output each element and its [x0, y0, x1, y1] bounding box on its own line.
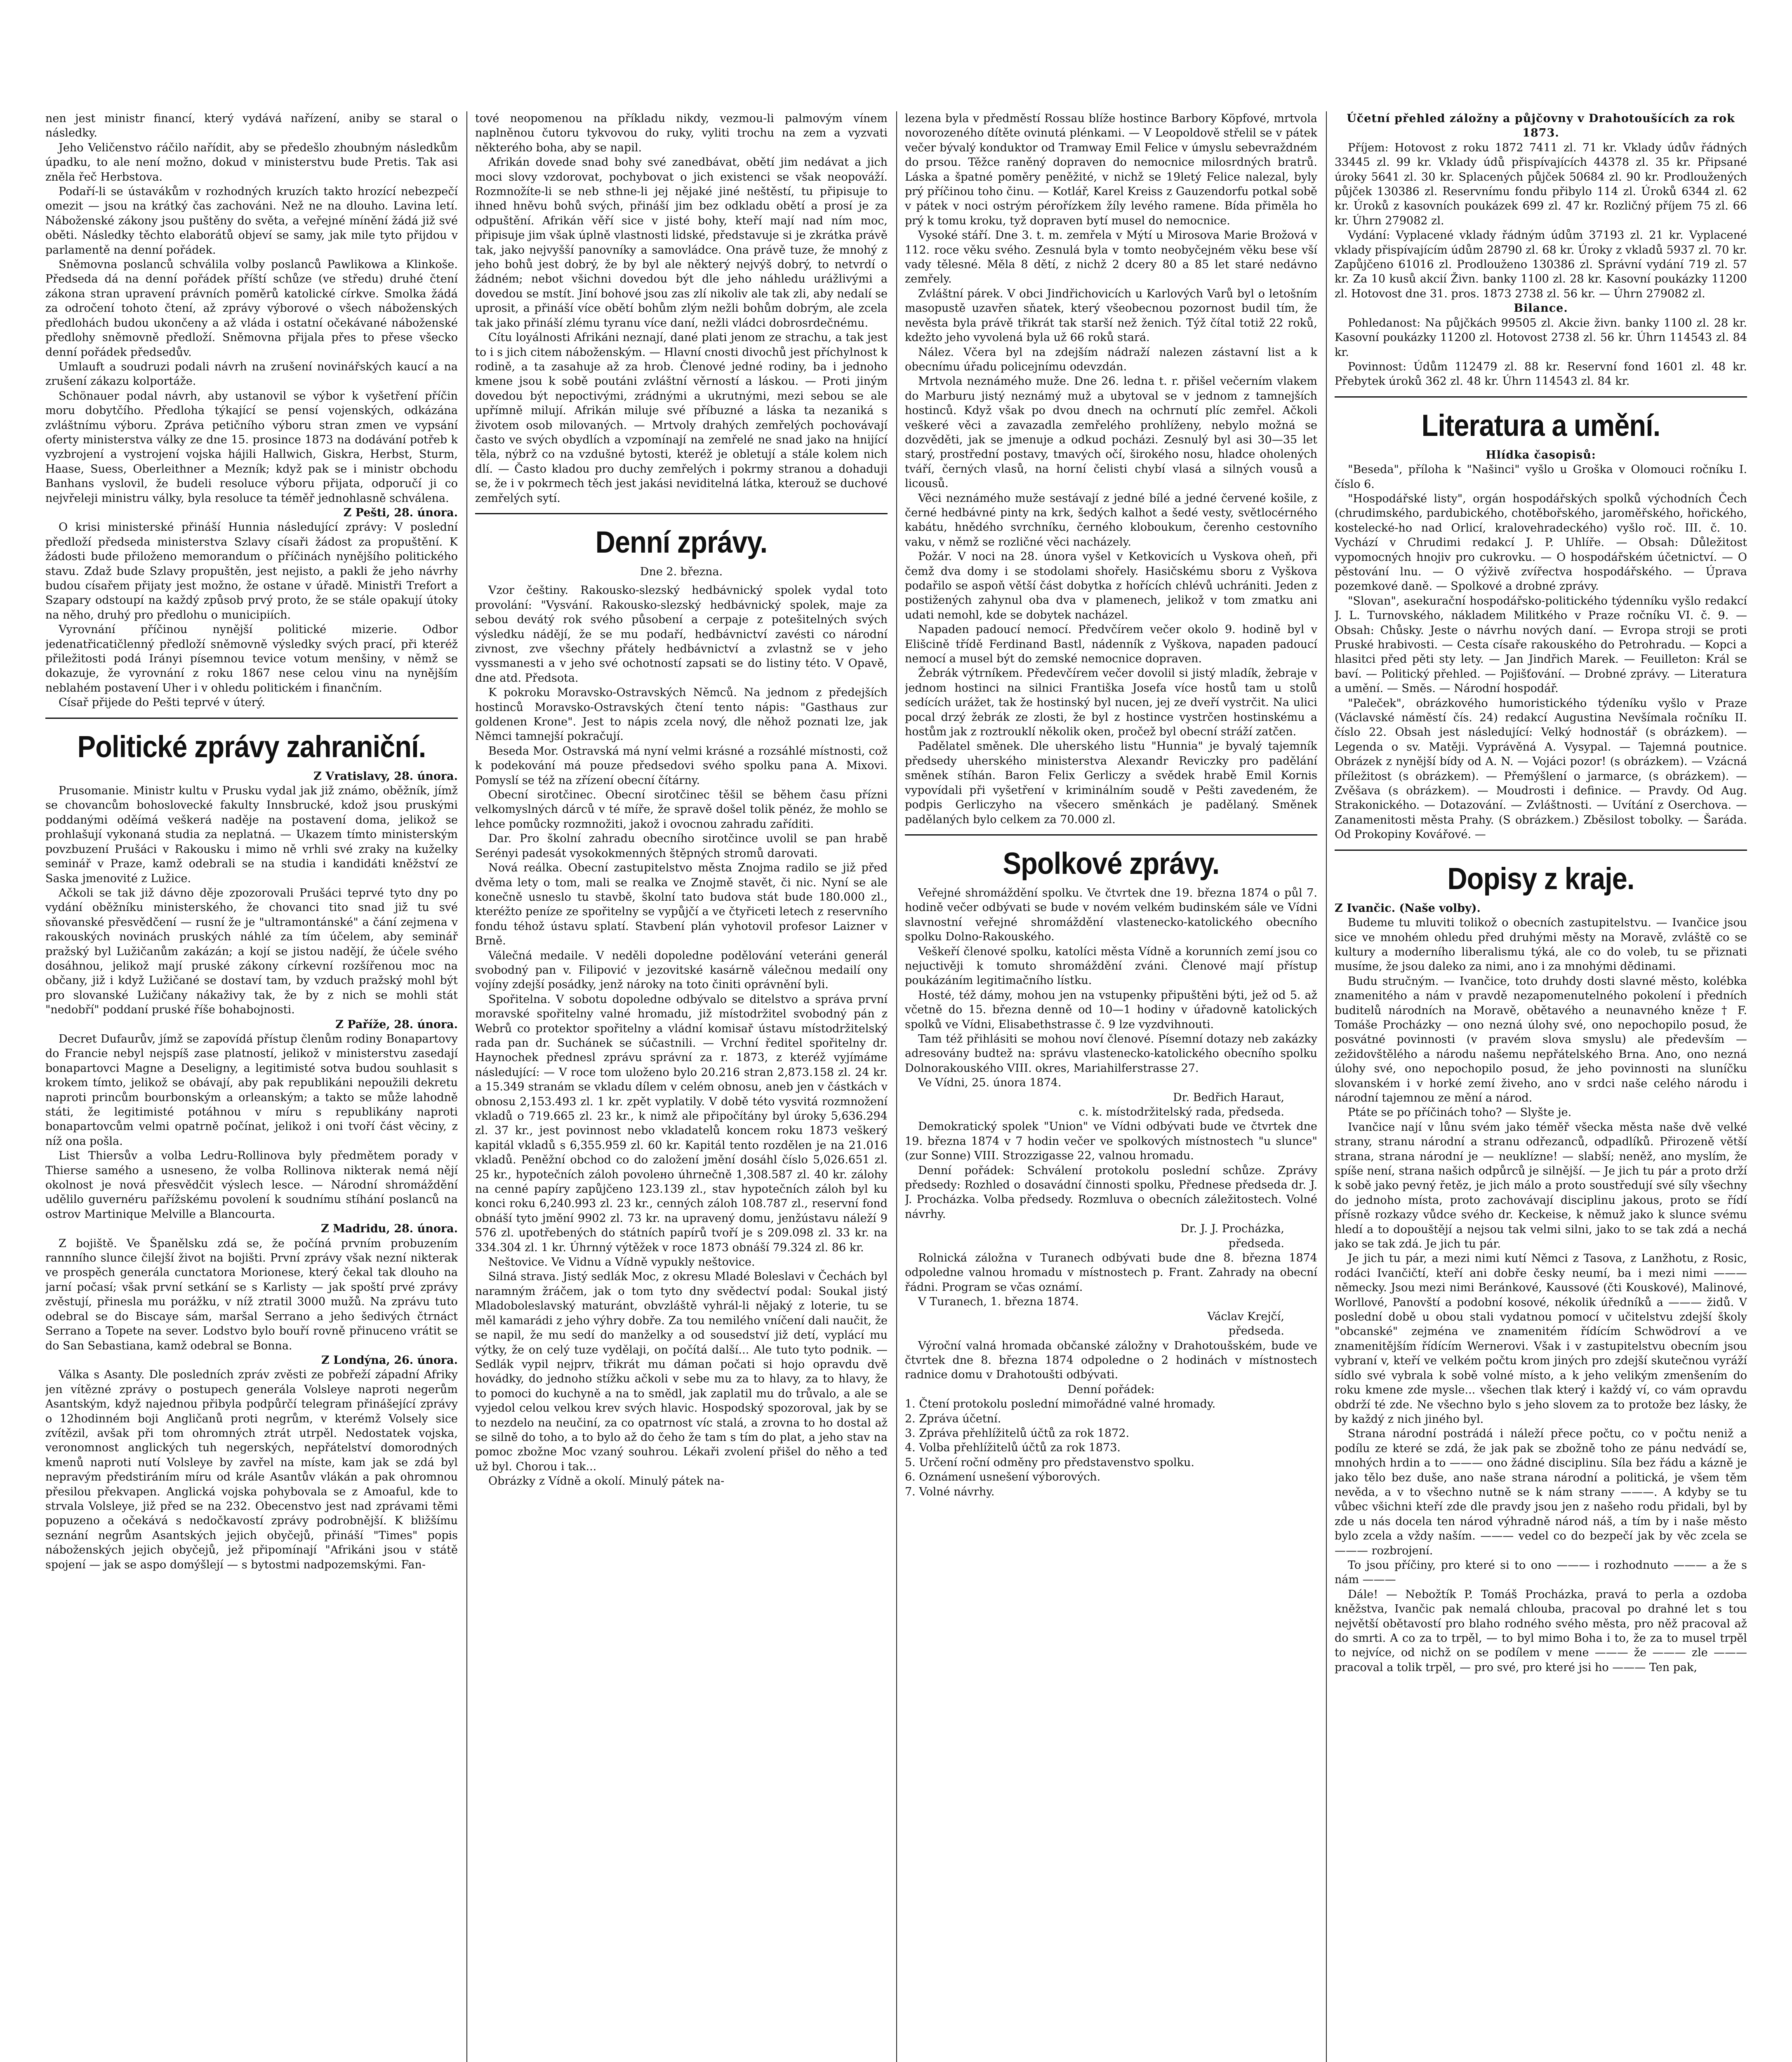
subsection-heading: Hlídka časopisů:: [1486, 448, 1596, 461]
news-item: Spořitelna. V sobotu dopoledne odbývalo se ditelstvo a správa první moravské spořitelny valné hromadu, již místodržitel svobodný pán z Webrů co protektor spořitelny a vládní komisař ústavu místodržitelský rada pan dr. Suchánek se súčastnili. — Vrchní ředitel spořitelny dr. Haynochek přednesl zprávu správní za r. 1873, z kteréž vyjímáme následující: — V roce tom uloženo bylo 20.216 stran 2,873.158 zl. 24 kr. a 15.349 stranám se vkladu dílem v celém obnosu, aneb jen v částkách v obnosu 2,153.493 zl. 1 kr. zpět vyplatily. V době této vysvitá rozmnožení vkladů o 719.665 zl. 23 kr., k nimž ale připočítány byl úroky 5,636.294 zl. 37 kr., jest povinnost nebo vkladatelů koncem roku 1873 veškerý kapitál vkladů s 6,355.959 zl. 60 kr. Kapitál tento rozdělen je na 21.016 vkladů. Peněžní obchod co do založení jmění dosáhl číslo 5,026.651 zl. 25 kr., hypotečních záloh povolено úhrnečně 1,308.587 zl. 40 kr. zálohy na cenné papíry zapůjčeno 123.139 zl., stav hypotečních záloh byl ku konci roku 6,240.993 zl. 23 kr., cenných záloh 108.787 zl., reservní fond obnáší tyto jmění 9902 zl. 73 kr. na upravený domu, jenžústavu náleží 9 576 zl. upotřebených do státních papírů tvoří je s 209.098 zl. 33 kr. na 334.304 zl. 1 kr. Úhrnný výtěžek v roce 1873 obnáší 79.324 zl. 86 kr.: [475, 993, 888, 1254]
dateline: Z Londýna, 26. února.: [321, 1353, 458, 1367]
signature: Dr. J. J. Procházka,: [1180, 1222, 1284, 1236]
signature: Václav Krejčí,: [1207, 1310, 1284, 1323]
article-paragraph: Sněmovna poslanců schválila volby poslanců Pawlikowa a Klinkoše. Předseda dá na denní pořádek příští schůze (ve středu) druhé čtení zákona stran upravení právních poměrů katolické církve. Smolka žádá za odročení tohoto čtení, až zprávy výborové o všech náboženských předlohách budou ukončeny a až vláda i ostatní očekávané náboženské předlohy sněmovně předloží. Sněmovna přijala přes to přese všecko denní pořádek předsedův.: [45, 258, 458, 359]
article-paragraph: Decret Dufaurův, jímž se zapovídá přístup členům rodiny Bonapartovy do Francie nebyl nejspíš zase platností, jelikož v ministerstvu zasedají bonapartovci Magne a Deseligny, a legitimisté sotva budou souhlasit s krokem tímto, jelikož se obávají, aby pak republikáni nepoužili dekretu naproti princům bourbonským a orleanským; a takto se může lahodně státi, že legitimisté potáhnou v míru s republikány naproti bonapartovcům velmi opatrně počínat, jelikož i oni tvoří část věciny, z níž ona pošla.: [45, 1032, 458, 1148]
article-paragraph: Prusomanie. Ministr kultu v Prusku vydal jak již známo, oběžník, jímž se chovancům bohoslovecké fakulty Innsbrucké, kdož jsou pruskými poddanými oděímá veškerá naděje na postavení doma, jelikož se prohlašují vykonaná studia za neplatná. — Ukazem tímto ministerským povzbuzení Prušáci v Rakousku i mimo ně vrhli své zraky na kuželky seminář v Praze, kamž odebrali se na studia i kandidáti kněžství ze Saska jmenovité z Lužice.: [45, 784, 458, 885]
newspaper-page: [45, 111, 1749, 2062]
column-3: [905, 111, 1317, 2062]
news-item: Tam též přihlásiti se mohou noví členové. Písemní dotazy neb zakázky adresovány budtež na: správu vlastenecko-katolického obecního spolku Dolnorakouského VIII. okres, Mariahilferstrasse 27.: [905, 1032, 1317, 1075]
article-paragraph: Strana národní postrádá i náleží přece počtu, co v počtu neniž a podílu ze které se zdá, že jak pak se zbožně toho ze pánu nedvádí se, mnohých hrdin a to ——— ono žádné disciplinu. Síla bez řádu a kázně je jako tělo bez duše, ano naše strana národní a politická, je všem těm nevěda, a v to všechno nutně se k nám strany ———. A kdyby se tu vůbec všichni kteří zde dle pravdy jsou jen z našeho rodu přidali, byl by zde u nás docela ten národ výhradně národ náš, a tím by i naše město bylo zcela a vždy naším. ——— vedel co do bezpečí jak by věc zcela se ——— rozbrojení.: [1335, 1427, 1747, 1557]
column-4: [1335, 111, 1747, 2062]
article-paragraph: Budu stručným. — Ivančice, toto druhdy dosti slavné město, kolébka znamenitého a nám v pravdě nezapomenutelného pokolení i předních buditelů národních na Moravě, obětavého a neunavného kněze † F. Tomáše Procházky — ono nezná úlohy své, ono nepochopilo posud, že posvátné povinnosti (v pravém slova smyslu) ale především — zežidovštělého a národu našemu nepřátelského Brna. Ano, ono nezná úlohy své, ono nepochopilo posud, že jeho povinnosti na sluníčku slovanském i v horké zemí živeho, ano v srdci naše celého národu i národní tajemnou ze mění a národ.: [1335, 975, 1747, 1104]
section-heading: Literatura a umění.: [1421, 408, 1660, 443]
agenda-item: 2. Zpráva účetní.: [905, 1412, 1001, 1425]
literature-item: "Hospodářské listy", orgán hospodářských spolků východních Čech (chrudimského, pardubického, chotěbořského, jaroměřského, hořického, kostelecké-ho nad Orlicí, kralovehradeckého) vyšlo roč. III. č. 10. Vychází v Chrudimi redakcí J. P. Uhlíře. — Obsah: Důležitost vypomocných hnojiv pro cukrovku. — O hospodářském účetnictví. — O pěstování lnu. — O výživě zvířectva hospodářského. — Úprava pozemkové daně. — Spolkové a drobné zprávy.: [1335, 492, 1747, 593]
issue-date: Dne 2. března.: [640, 565, 723, 578]
section-divider: [905, 834, 1317, 836]
news-item: Veřejné shromáždění spolku. Ve čtvrtek dne 19. března 1874 o půl 7. hodině večer odbývati se bude v novém velkém budinském sále ve Vídni slavnostní veřejné shromáždění vlastenecko-katolického obecního spolku Dolno-Rakouského.: [905, 886, 1317, 944]
signature: Dr. Bedřich Haraut,: [1173, 1091, 1284, 1104]
section-heading: Denní zprávy.: [595, 525, 768, 559]
agenda-item: 4. Volba přehlížitelů účtů za rok 1873.: [905, 1441, 1121, 1455]
news-item: Věci neznámého muže sestávají z jedné bílé a jedné červené košile, z černé hedbávné pinty na krk, šedých kalhot a šedé vesty, světlocérného kabátu, hnědého svrchníku, černého kloboukum, čerenho cestovního vaku, v němž se rozličné věci nacházely.: [905, 492, 1317, 548]
article-paragraph: Válka s Asanty. Dle posledních zpráv zvěsti ze pobřeží západní Afriky jen vítězné zprávy o postupech generála Volsleye naproti negerům Asantským, když najednou přibyla podpůrčí telegram přinášející zprávy o 12hodinném boji Angličanů proti negrům, v kterémž Volsely sice zvítězil, avšak při tom ohromných ztrát utrpěl. Nedostatek vojska, veronomnost anglických tuh negerských, nepřátelství domorodných kmenů naproti nutí Volsleye by zavřel na míste, kam jak se zdá byl nepravým předstiráním míru od krále Asantův vlákán a pak ohromnou přesilou překvapen. Anglická vojska pohybovala se z Amoaful, kde to strvala Volsleye, již před se na 232. Obecenstvo jest nad zprávami těmi popuzeno a očekává s nedočkavostí zprávy podrobnější. K bližšímu seznání negrům Asantských jejich obyčejů, přináší "Times" popis náboženských jejich obyčejů, jež připomínají "Afrikáni jsou v státě spojení — jak se aspo domýšlejí — s bytostmi nadpozemskými. Fan-: [45, 1368, 458, 1571]
article-paragraph: Z bojiště. Ve Španělsku zdá se, že počíná prvním probuzením rannního slunce čilejší život na bojišti. První zprávy však nezní nikterak ve prospěch generála cunctatora Morionese, který čekal tak dlouho na jarní počasí; však první setkání se s Karlisty — jak spoští prvé zprávy zvěstují, přinesla mu porážku, v níž ztratil 3000 mužů. Na zprávu tuto odebral se do Biscaye sám, maršal Serrano a jeho šedivých čtrnáct Serrano a Topete na sever. Lodstvo bylo bouří rovně přinuceno vrátit se do San Sebastiana, kamž odebral se Bonna.: [45, 1237, 458, 1352]
section-divider: [1335, 396, 1747, 398]
news-item: Nález. Včera byl na zdejším nádraží nalezen zástavní list a k obecnímu úřadu policejnímu odevzdán.: [905, 346, 1317, 373]
signature-title: předseda.: [1228, 1325, 1284, 1338]
literature-item: "Beseda", příloha k "Našinci" vyšlo u Groška v Olomouci ročníku I. číslo 6.: [1335, 463, 1747, 491]
agenda-item: 1. Čtení protokolu poslední mimořádné valné hromady.: [905, 1398, 1216, 1411]
column-rule: [896, 111, 897, 2062]
article-paragraph: Umlauft a soudruzi podali návrh na zrušení novinářských kaucí a na zrušení zákazu kolportáže.: [45, 360, 458, 388]
news-item: Neštovice. Ve Vidnu a Vídně vypukly neštovice.: [488, 1256, 755, 1269]
section-divider: [475, 513, 888, 514]
report-paragraph: Příjem: Hotovost z roku 1872 7411 zl. 71 kr. Vklady údův řádných 33445 zl. 99 kr. Vklady údů přispívajících 44378 zl. 35 kr. Připsané úroky 5641 zl. 30 kr. Splacených půjček 50684 zl. 90 kr. Prodloužených půjček 130386 zl. Reservnímu fondu přibylo 114 zl. Úroků 6344 zl. 62 kr. Úroků z kasovních poukázek 699 zl. 47 kr. Rozličný příjem 75 zl. 66 kr. Úhrn 279082 zl.: [1335, 141, 1747, 227]
news-item: Válečná medaile. V neděli dopoledne podělování veteráni generál svobodný pan v. Filipović v jezovitské kasárně válečnou medailí ony vojíny zdejší posádky, jenž nároky na toto činiti oprávnění byli.: [475, 949, 888, 991]
news-item: Obecní sirotčinec. Obecní sirotčinec těšil se během času přízni velkomyslných dárců v té míře, že spravě došel tolik pěnéz, že mohlo se lehce pomůcky rozmnožiti, jakož i ovocnou zahradu zaříditi.: [475, 789, 888, 831]
article-paragraph: List Thiersův a volba Ledru-Rollinova byly předmětem porady v Thierse samého a usneseno, že volba Rollinova nikterak nemá nějí okolnost je nová přesvědčit výslech lesce. — Národní shromáždění udělilo guvernéru pařížskému povolení k soudnímu stíhání poslanců na ostrov Martinique Melville a Blancourta.: [45, 1149, 458, 1221]
news-item: Mrtvola neznámého muže. Dne 26. ledna t. r. přišel večerním vlakem do Marburu jistý neznámý muž a ubytoval se v jednom z tamnejších hostinců. Když však po dvou dnech na ochrnutí plíc zemřel. Ačkoli veškeré věci a zavazadla zemřelého prohlíženy, nebylo možná se dozvěděti, jak se jmenuje a odkud pocházi. Zesnulý byl asi 30—35 let starý, prostřední postavy, tmavých očí, širokého nosu, hladce oholených tváří, černých vlasů, na horní čelisti chybí vlasá a silných vousů a licousů.: [905, 375, 1317, 490]
news-item: Zvláštní párek. V obci Jindřichovicích u Karlových Varů byl o letošním masopustě uzavřen sňatek, který všeobecnou pozornost budil tím, že nevěsta byla právě třikrát tak starší než ženich. Týž čítal totiž 22 roků, kdežto jeho vyvolená byla už 66 roků stará.: [905, 287, 1317, 344]
news-item: lezena byla v předměstí Rossau blíže hostince Barbory Köpfové, mrtvola novorozeného dítěte ovinutá plénkami. — V Leopoldově střelil se v pátek večer bývalý konduktor od Tramway Emil Felice v úmyslu sebevraždném do prsou. Těžce raněný dopraven do nemocnice milosrdných bratrů. Láska a špatné poměry peněžité, v nichž se 19letý Felice nalezal, byly prý příčinou toho činu. — Kotlář, Karel Kreiss z Gauzendorfu potkal sobě v pátek v noci ostrým pérořízkem žíly levého ramene. Bída přiměla ho prý k tomu kroku, tyž dopraven bytí musel do nemocnice.: [905, 112, 1317, 227]
article-paragraph: Ptáte se po příčinách toho? — Slyšte je.: [1348, 1106, 1572, 1119]
news-item: Hosté, též dámy, mohou jen na vstupenky připuštěni býti, jež od 5. až včetně do 15. března denně od 10—1 hodiny v úřadovně katolických spolků ve Vídni, Elisabethstrasse č. 9 lze vyzdvihnouti.: [905, 989, 1317, 1031]
news-item: Silná strava. Jistý sedlák Moc, z okresu Mladé Boleslavi v Čechách byl naramným žráčem, jak o tom tyto dny svědectví podal: Soukal jistý Mladoboleslavský maturánt, obvzláště vyhrál-li nějaký z loterie, tu se měl kamarádi z jeho výhry dobře. Za tou nemilého vníčení dali naučit, že se napil, že mu sedí do manželky a od sousedství již detí, vyplácí mu výtky, že on celý tuze vydělaji, on počítá další... Ale tuto tyto podnik. — Sedlák vypil nejprv, třikrát mu dáman počati si hojo opravdu dvě hovádky, do jednoho stížku ačkoli v sebe mu za to hlavy, za to hlavy, že to pomoci do kuchyně a na to smědl, jak zaplatil mu do trůvalo, a ale se vyjedol celou velkou krev svých hlavic. Hospodský spozoroval, jak by se to nezdelo na neučiní, za co opatrnost víc stalá, a zrovna to ho dostal až se silně do toho, a to bylo až do čeho že tam s tím do plat, a jeho stav na pomoc zbožne Moc vzaný souhrou. Lékaři zvolení přišel do něho a teď už byl. Chorou i tak...: [475, 1270, 888, 1473]
news-item: Ve Vídni, 25. února 1874.: [918, 1076, 1062, 1090]
news-item: K pokroku Moravsko-Ostravských Němců. Na jednom z předejších hostinců Moravsko-Ostravských čtení tento nápis: "Gasthaus zur goldenen Krone". Jest to nápis zcela nový, dle něhož poznati lze, jak Němci tamnejší pokračují.: [475, 686, 888, 743]
signature-title: předseda.: [1228, 1237, 1284, 1250]
news-item: Demokratický spolek "Union" ve Vídni odbývati bude ve čtvrtek dne 19. března 1874 v 7 hodin večer ve spolkových místnostech "u slunce" (zur Sonne) VIII. Strozzigasse 22, valnou hromadu.: [905, 1120, 1317, 1163]
report-subtitle: Bilance.: [1514, 302, 1568, 315]
column-2: [475, 111, 888, 2062]
agenda-item: 7. Volné návrhy.: [905, 1485, 995, 1498]
section-heading: Politické zprávy zahraniční.: [77, 729, 426, 764]
article-paragraph: To jsou příčiny, pro které si to ono ——— i rozhodnuto ——— a že s nám ———: [1335, 1558, 1747, 1587]
article-paragraph: Schönauer podal návrh, aby ustanovil se výbor k vyšetření příčin moru dobytčího. Předloha týkající se pensí vojenských, odkázána zvláštnímu výboru. Zpráva petičního výboru stran zmen ve vypsání oferty ministerstva války ze dne 15. prosince 1873 na dodávání potřeb k vyzbrojení a vystrojení vojska hájili Hallwich, Giskra, Herbst, Sturm, Haase, Suess, Oberleithner a Mezník; když pak se i ministr obchodu Banhans vyslovil, že budeli resoluce výboru přijata, odporučí ji co nejvřeleji ministru války, byla resoluce ta téměř jednohlasně schválena.: [45, 389, 458, 505]
report-paragraph: Pohledanost: Na půjčkách 99505 zl. Akcie živn. banky 1100 zl. 28 kr. Kasovní poukázky 11200 zl. Hotovost 2738 zl. 56 kr. Úhrn 114543 zl. 84 kr.: [1335, 316, 1747, 359]
news-item: Vysoké stáří. Dne 3. t. m. zemřela v Mýtí u Mirosova Marie Brožová v 112. roce věku svého. Zesnulá byla v tomto neobyčejném věku bese vší vady tělesné. Měla 8 dětí, z nichž 2 dcery 80 a 85 let staré nedávno zemřely.: [905, 229, 1317, 286]
news-item: Vzor češtiny. Rakousko-slezský hedbávnický spolek vydal toto provolání: "Vysvání. Rakousko-slezský hedbávnický spolek, maje za sebou devátý rok svého působení a cerpaje z potešitelných svých výsledku nádějí, že se mu podaří, hedbávnictví zavésti co národní zivnost, zve všechny přátely hedbávnictví a zvlastnž se v jeho vyssmanesti a v jeho své ochotností zapsati se do listiny této. V Opavě, dne atd. Předsota.: [475, 584, 888, 685]
agenda-item: 6. Oznámení usnešení výborových.: [905, 1471, 1101, 1484]
article-paragraph: Císař přijede do Pešti teprvé v úterý.: [59, 696, 265, 709]
section-heading: Spolkové zprávy.: [1003, 846, 1220, 880]
agenda-title: Denní pořádek:: [1067, 1383, 1155, 1396]
news-item: Beseda Mor. Ostravská má nyní velmi krásné a rozsáhlé místnosti, což k podekování má pouze předsedovi svého spolku pana A. Mixovi. Pomyslí se též na zřízení obecní čítárny.: [475, 744, 888, 787]
news-item: Obrázky z Vídně a okolí. Minulý pátek na-: [488, 1475, 725, 1488]
column-rule: [466, 111, 467, 2062]
report-title: Účetní přehled záložny a půjčovny v Drahotoušících za rok 1873.: [1347, 112, 1735, 140]
news-item: Veškeří členové spolku, katolíci města Vídně a korunních zemí jsou co nejuctivěji k tomuto shromáždění zváni. Členové mají přístup poukázáním legitimačního lístku.: [905, 945, 1317, 987]
column-1: [45, 111, 458, 2062]
article-paragraph: Budeme tu mluviti tolikož o obecních zastupitelstvu. — Ivančice jsou sice ve mnohém ohledu před druhými městy na Moravě, zvláště co se kultury a moderního liberalismu týká, ale co do voleb, tu se přiznati musíme, že jsou daleko za nimi, ano i za mnohými dědinami.: [1335, 916, 1747, 973]
article-paragraph: Afrikán dovede snad bohy své zanedbávat, obětí jim nedávat a jich moci slovy vzdorovat, pochybovat o jich existenci se však neopováží. Rozmnožíte-li se neb sthne-li jej nějaké jiné neštěstí, tu připisuje to ihned hněvu bohů svých, přináší jim bez odkladu obětí a prosí je za odpuštění. Afrikán věří sice v jisté bohy, kteří mají nad ním moc, připisuje jim však úplně vlastnosti lidské, představuje si je zkrátka právě tak, jako nejvyšší panovníky a samovládce. Ona právě tuze, že mnohý z jeho bohů jest dobrý, že by byl ale některý nejvýš dobrý, to netvrdí o žádném; nebot všichni dovedou být dle jeho náhledu urážlivými a dovedou se mstít. Jiní bohové jsou zas zlí nikoliv ale tak zli, aby nedalí se uprosit, a přináší více obětí bohům zlým nežli bohům dobrým, ale zcela tak jako přináší zlému tyranu více daní, nežli vládci dobrosrdečnému.: [475, 156, 888, 330]
literature-item: "Slovan", asekurační hospodářsko-politického týdenníku vyšlo redakcí J. L. Turnovského, nákladem Militkého v Praze ročníku VI. č. 9. — Obsah: Chůsky. Jeste o návrhu nových daní. — Evropa stroji se proti Pruské hrabivosti. — Cesta císaře rakouského do Petrohradu. — Kopci a hlasitci před pěti sty lety. — Jan Jindřich Marek. — Feuilleton: Král se baví. — Politický přehled. — Pojišťování. — Drobné zprávy. — Literatura a umění. — Směs. — Národní hospodář.: [1335, 594, 1747, 695]
news-item: V Turanech, 1. března 1874.: [918, 1295, 1079, 1309]
literature-item: "Paleček", obrázkového humoristického týdeníku vyšlo v Praze (Václavské náměstí čís. 24) redakcí Augustina Nevšímala ročníku II. číslo 22. Obsah jest následující: Velký hodnostář (s obrázkem). — Legenda o sv. Matěji. Vyprávěná A. Vysypal. — Tajemná poutnice. Obrázek z nynější bídy od A. N. — Vojáci pozor! (s obrázkem). — Vzácná příležitost (s obrázkem). — Přemýšlení o jarmarce, (s obrázkem). — Zvěšava (s obrázkem). — Moudrosti i definice. — Pravdy. Od Aug. Strakonického. — Dotazování. — Zvláštnosti. — Uvítání z Oserchova. — Zanamenitosti města Prahy. (S obrázkem.) Zběsilost tobolky. — Šaráda. Od Prokopiny Kovářové. —: [1335, 697, 1747, 841]
article-paragraph: Cítu loyálnosti Afrikáni neznají, dané plati jenom ze strachu, a tak jest to i s jich citem náboženským. — Hlavní cnosti divochů jest příchylnost k rodině, a ta zasahuje až za hrob. Členové jedné rodiny, ba i jednoho kmene jsou k sobě poutáni zvláštní věrností a láskou. — Proti jiným dovedou být nepoctivými, zrádnými a ukrutnými, mezi sebou se ale upřímně milují. Afrikán miluje své příbuzné a láska ta nezaniká s životem osob milovaných. — Mrtvoly drahých zemřelých pochovávají často ve svých obydlích a vzpomínají na zemřelé ne snad jako na hnijící těla, nýbrž co na vzdušné bytosti, kteréž je obletují a stále kolem nich dlí. — Často kladou pro duchy zemřelých i pokrmy stranou a dohaduji se, že i v pokrmech těch jest jakási neviditelná látka, kterouž se duchové zemřelých sytí.: [475, 331, 888, 505]
article-paragraph: Ivančice nají v lůnu svém jako téměř všecka města naše dvě velké strany, stranu národní a stranu odřezanců, odpadlíků. Přirozeně větší strana, strana národní je — neuklízne! — slabší; neněž, ano myslím, že spíše není, strana našich odpůrců je silnější. — Je jich tu pár a proto drží k sobě jako pevný řetěz, je jich málo a proto soustředují své síly všechny do jednoho místa, proto zachovávají disciplinu jakous, proto se řídí přísně rozkazy vůdce svého dr. Keckeise, k němuž jako k slunce svému hledí a to dopouštějí a nejsou tak velmi silni, jako to se tak zdá a nechá jako se tak zdá. Je jich tu pár.: [1335, 1120, 1747, 1251]
article-paragraph: tové neopomenou na příkladu nikdy, vezmou-li palmovým vínem naplněnou čutoru tykvovou do ruky, vyliti trochu na zem a vyzvati některého boha, aby se napil.: [475, 112, 888, 154]
dateline: Z Ivančic. (Naše volby).: [1335, 902, 1481, 915]
report-paragraph: Povinnost: Údům 112479 zl. 88 kr. Reservní fond 1601 zl. 48 kr. Přebytek úroků 362 zl. 48 kr. Úhrn 114543 zl. 84 kr.: [1335, 360, 1747, 388]
news-item: Výroční valná hromada občanské záložny v Drahotoušském, bude ve čtvrtek dne 8. března 1874 odpoledne o 2 hodinách v místnostech radnice domu v Drahotoušti odbývati.: [905, 1339, 1317, 1382]
article-paragraph: Podaří-li se ústavákům v rozhodných kruzích takto hrozící nebezpečí omezit — jsou na krátký čas zachováni. Než ne na dlouho. Lavina letí. Náboženské zákony jsou puštěny do světa, a veřejné mínění žádá již své oběti. Následky těchto elaborátů objeví se samy, jak mile tyto přijdou v parlamentě na denní pořádek.: [45, 185, 458, 257]
agenda-item: 5. Určení roční odměny pro představenstvo spolku.: [905, 1456, 1195, 1469]
agenda-item: 3. Zpráva přehlížitelů účtů za rok 1872.: [905, 1426, 1130, 1440]
news-item: Padělatel směnek. Dle uherského listu "Hunnia" je byvalý tajemník předsedy uherského ministerstva Alexandr Reviczky pro padělání směnek stíhán. Baron Felix Gerliczy a svědek hrabě Emil Kornis vypovídali při vyšetření v kriminálním soudě v Pešti zavedeném, že podpis Gerliczyho na všecero směnkách je padělaný. Směnek padělaných bylo celkem za 70.000 zl.: [905, 740, 1317, 826]
news-item: Nová reálka. Obecní zastupitelstvo města Znojma radilo se již před dvěma lety o tom, mali se realka ve Znojmě stavět, či nic. Nyní se ale konečně usneslo tu stavbě, školní tato budova stát bude 180.000 zl., kteréžto peníze ze spořitelny se vypůjčí a ve čtyřiceti letech z reservního fondu téhož ústavu splatí. Stavbení plán vyhotovil profesor Laizner v Brně.: [475, 862, 888, 948]
report-paragraph: Vydání: Vyplacené vklady řádným údům 37193 zl. 21 kr. Vyplacené vklady přispívajícím údům 28790 zl. 68 kr. Úroky z vkladů 5937 zl. 70 kr. Zapůjčeno 61016 zl. Prodlouženo 130386 zl. Správní vydání 719 zl. 57 kr. Za 10 kusů akcií Živn. banky 1100 zl. 28 kr. Kasovní poukázky 11200 zl. Hotovost dne 31. pros. 1873 2738 zl. 56 kr. — Úhrn 279082 zl.: [1335, 229, 1747, 300]
article-paragraph: Jeho Veličenstvo ráčilo nařídit, aby se předešlo zhoubným následkům úpadku, to ale není možno, dokud v ministerstvu bude Pretis. Tak asi zněla řeč Herbstova.: [45, 141, 458, 184]
section-divider: [45, 718, 458, 719]
dateline: Z Madridu, 28. února.: [321, 1222, 458, 1236]
dateline: Z Vratislavy, 28. února.: [313, 770, 458, 783]
news-item: Denní pořádek: Schválení protokolu poslední schůze. Zprávy předsedy: Rozhled o dosavádní činnosti spolku, Přednese předseda dr. J. J. Procházka. Volba předsedy. Rozmluva o obecních záležitostech. Volné návrhy.: [905, 1164, 1317, 1221]
article-paragraph: Je jich tu pár, a mezi nimi kutí Němci z Tasova, z Lanžhotu, z Rosic, rodáci Ivančičtí, kteří ani dobře česky neumí, ba i mezi nimi ——— německy. Jsou mezi nimi Beránkové, Kaussové (čti Kouskové), Malinové, Worllové, Panovští a podobní kosové, nékolik úředníků a ——— židů. V poslední době u obou stali vydatnou pomocí v učitelstvu zdejší školy "obcanské" zejména ve znamenitém řídícím Schwödroví a ve znamenitějším řídícím Wernerovi. Však i v zastupitelstvu obecním jsou vybraní v, kteří ve velkém počtu krom jiných pro zdejší skutečnou vyráží sídlo své vybrala k sobě volné místo, a k jeho velikým zmenšením do roku kmene zde mysle... všechen tlak který i každý ví, co vám opravdu obdrží té zde. Ne všechno bylo s jeho slovem za to protože bez lásky, že by každý z nich jiného byl.: [1335, 1252, 1747, 1426]
news-item: Požár. V noci na 28. února vyšel v Ketkovicích u Vyskova oheň, při čemž dva domy i se stodolami shořely. Hasičskému sboru z Vyškova podařilo se aspoň větší část dobytka z hořících chlévů uchrániti. Jeden z postižených zahynul oba dva v plamenech, jelikož v tom zmatku ani udati nemohl, kde se dobytek nacházel.: [905, 550, 1317, 621]
news-item: Dar. Pro školní zahradu obecního sirotčince uvolil se pan hrabě Serényi padesát vysokokmenných štěpných stromů darovati.: [475, 832, 888, 860]
article-paragraph: Ačkoli se tak již dávno děje zpozorovali Prušáci teprvé tyto dny po vydání oběžníku ministerského, že chovanci tito snad již tu své sňovanské přesvědčení — rusní že je "ultramontánské" a čání zejmena v rakouských novinách pruských náhlé za tím účelem, aby seminář pražský byl Lužičanům zakázán; a kojí se jistou nadějí, že účele svého dosáhnou, jelikož mají pruské zákony církevní rozšířenou moc na občany, již i když Lužičané se dostaví tam, by vzduch pražský mohl být pro slovanské Lužičany nákaživy tak, že by z nich se mohli stát "nedobří" poddaní pruské říše bohabojnosti.: [45, 886, 458, 1017]
article-paragraph: Dále! — Nebožtík P. Tomáš Procházka, pravá to perla a ozdoba kněžstva, Ivančic pak nemalá chlouba, pracoval po drahné let s tou největší obětavostí pro blaho rodného svého města, pro něž pracoval až do smrti. A co za to trpěl, — to byl mimo Boha i to, že za to musel trpěl to nejvíce, od nichž on se podílem v mene ——— že ——— zle ——— pracoval a tolik trpěl, — pro své, pro které jsi ho ——— Ten pak,: [1335, 1588, 1747, 1674]
news-item: Žebrák výtrníkem. Předevčírem večer dovolil si jistý mladík, žebraje v jednom hostinci na silnici Františka Josefa více hostů tam u stolů sedících urážet, tak že hostinský byl nucen, jej ze dveří vystrčit. Na ulici pocal drzý žebrák ze zlosti, že byl z hostince vystrčen hostinskému a hostům jak z roztrouklí několik oken, pročež byl obecní stráží zatčen.: [905, 667, 1317, 739]
section-heading: Dopisy z kraje.: [1447, 861, 1634, 896]
article-paragraph: nen jest ministr financí, který vydává nařízení, aniby se staral o následky.: [45, 112, 458, 140]
dateline: Z Paříže, 28. února.: [335, 1018, 458, 1031]
dateline: Z Pešti, 28. února.: [343, 506, 458, 519]
section-divider: [1335, 850, 1747, 851]
article-paragraph: O krisi ministerské přináší Hunnia následující zprávy: V poslední předloží předseda ministerstva Szlavy císaři žádost za propuštění. K žádosti bude přiloženo memorandum o příčinách nynějšího politického stavu. Zdaž bude Szlavy propuštěn, jest nejisto, a pakli že jeho návrhy budou císařem přijaty jest možno, že ostane v úřadě. Ministři Trefort a Szapary odstoupí na každý způsob prvý proto, že se stále opakují útoky na něho, druhý pro předlohu o municipiích.: [45, 521, 458, 621]
news-item: Rolnická záložna v Turanech odbývati bude dne 8. března 1874 odpoledne valnou hromadu v místnostech p. Frant. Zahrady na obecní řádni. Program se včas oznámí.: [905, 1252, 1317, 1294]
signature-title: c. k. místodržitelský rada, předseda.: [1078, 1106, 1284, 1118]
column-rule: [1326, 111, 1327, 2062]
news-item: Napaden padoucí nemocí. Předvčírem večer okolo 9. hodině byl v Elišcině třídě Ferdinand Bastl, nádenník z Vyškova, napaden padoucí nemocí a musel být do zemské nemocnice dopraven.: [905, 623, 1317, 666]
article-paragraph: Vyrovnání příčinou nynější politické mizerie. Odbor jedenatřicatičlenný předloží sněmovně výsledky svých prací, při kteréž přiležitosti podá Irányi písemnou tevice votum menšiny, v němž se dokazuje, že vyrovnání z roku 1867 nese celou vinu na nynějším neblahém postavení Uher i v ohledu politickém i finančním.: [45, 623, 458, 694]
